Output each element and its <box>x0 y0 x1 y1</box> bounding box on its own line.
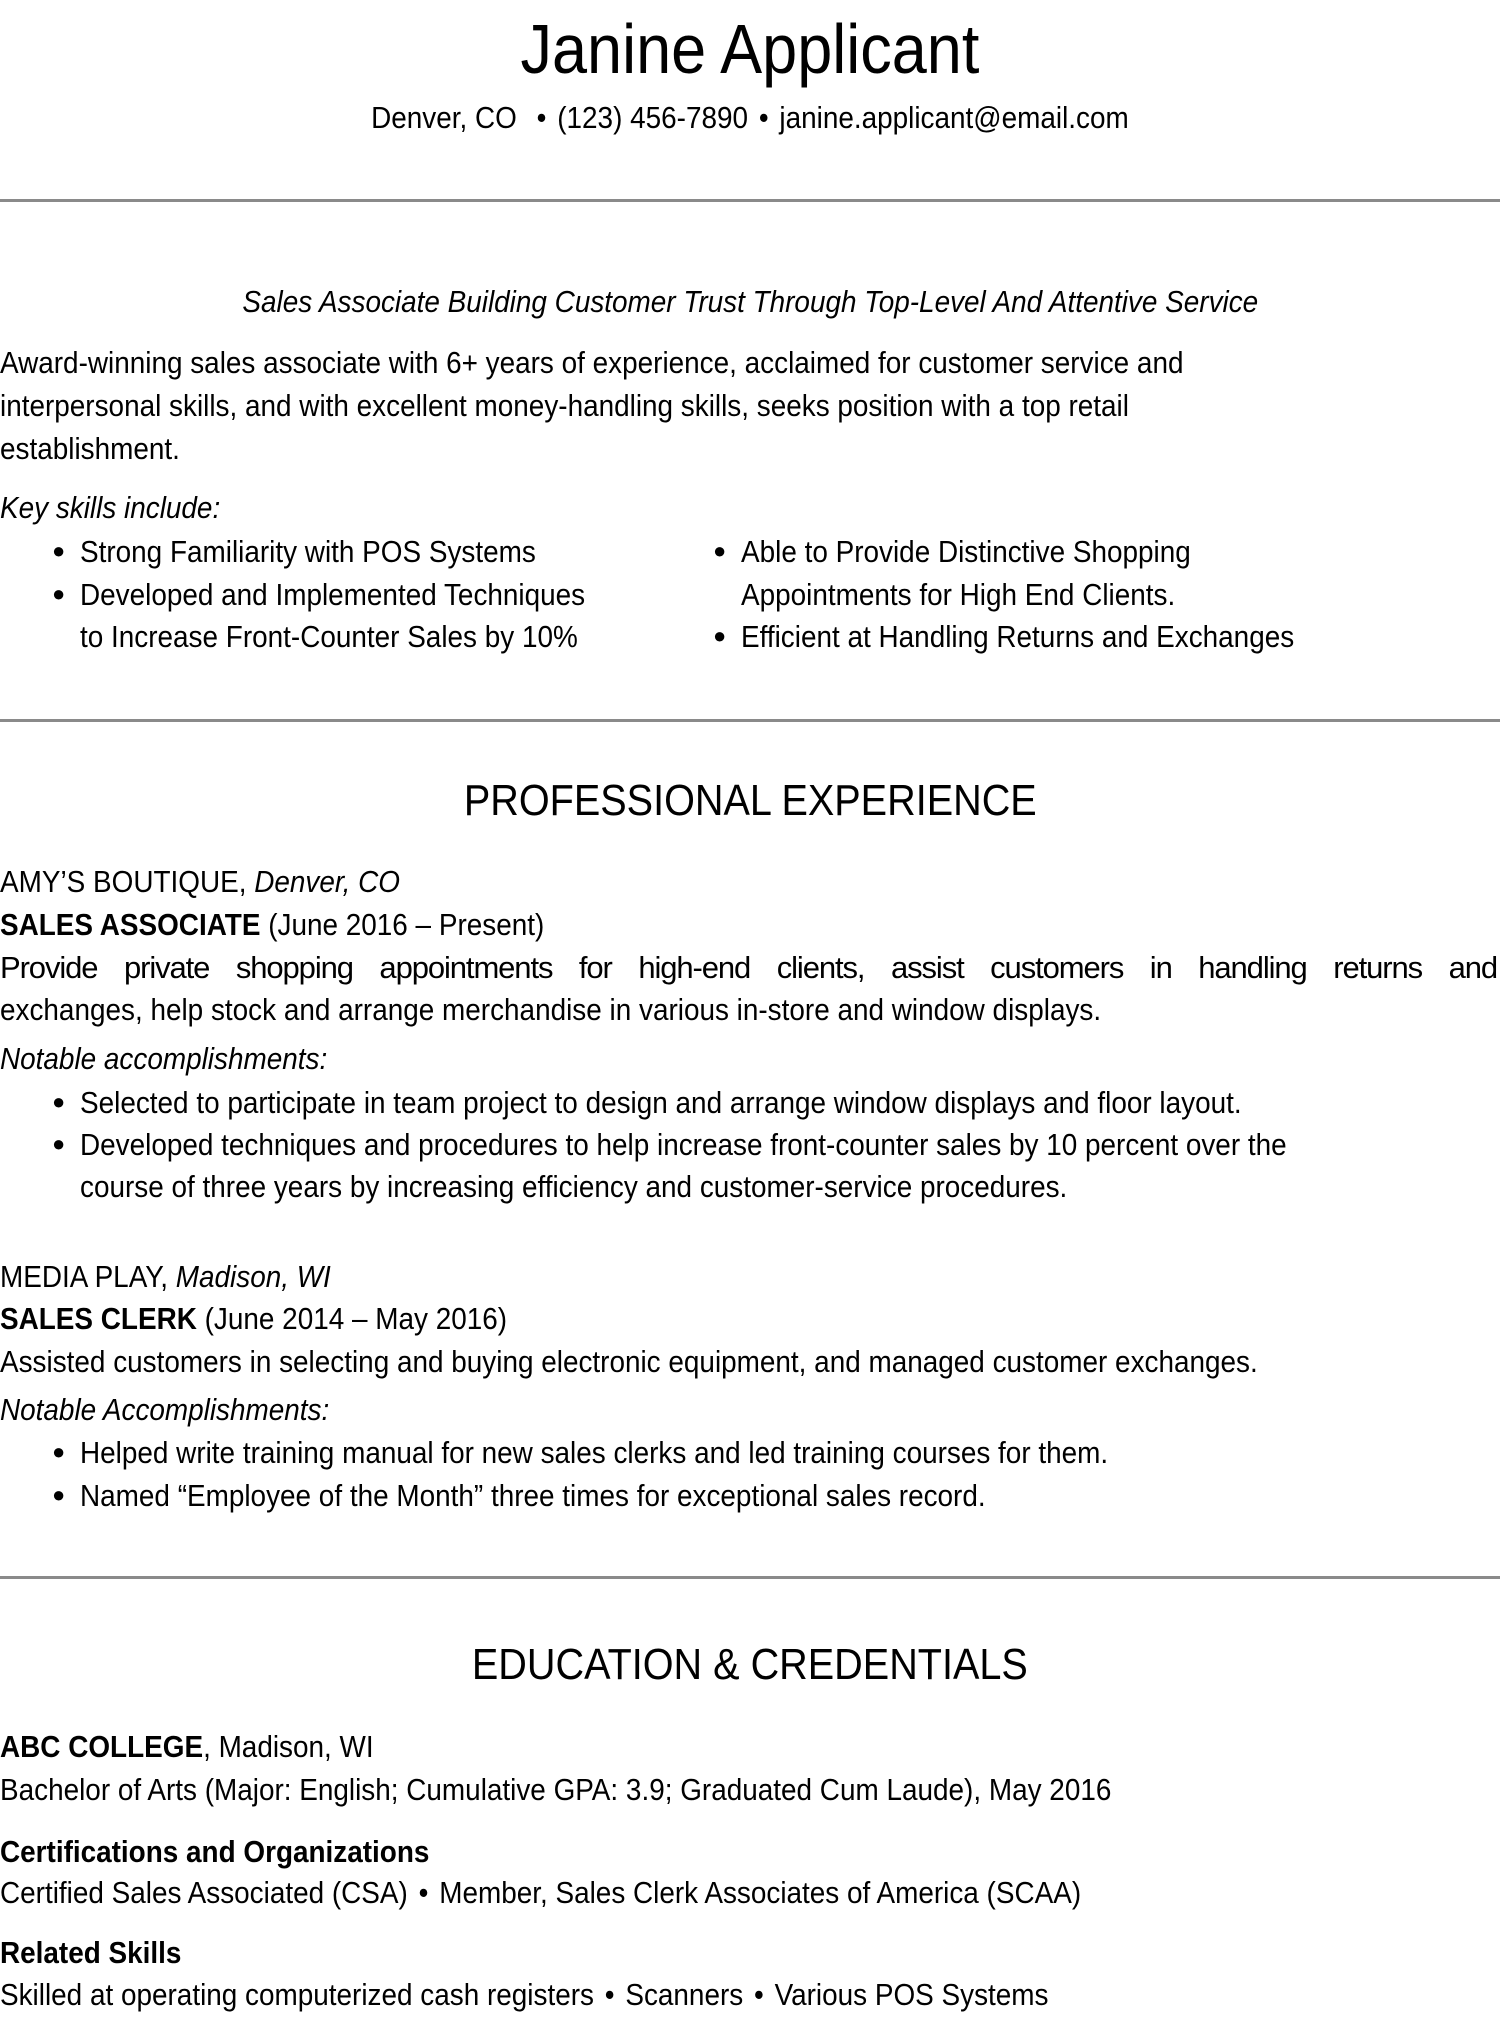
contact-phone: (123) 456-7890 <box>557 100 749 135</box>
job-description-line: exchanges, help stock and arrange merchandise in various in-store and window displays. <box>0 992 1102 1027</box>
contact-line <box>0 102 1500 133</box>
employer-location: Denver, CO <box>254 864 401 899</box>
certification-item: Member, Sales Clerk Associates of America (SCAA) <box>439 1875 1082 1910</box>
related-skill-item: Skilled at operating computerized cash registers <box>0 1977 594 2012</box>
accomplishment-item: Helped write training manual for new sales clerks and led training courses for them. <box>80 1435 1109 1470</box>
skill-item-cont: to Increase Front-Counter Sales by 10% <box>80 619 578 654</box>
accomplishments-label: Notable Accomplishments: <box>0 1392 330 1427</box>
bullet-icon: ● <box>52 1089 66 1114</box>
bullet-icon: ● <box>52 1131 66 1156</box>
separator-bullet: • <box>536 100 547 135</box>
skill-item: Strong Familiarity with POS Systems <box>80 534 536 569</box>
skill-item: Developed and Implemented Techniques <box>80 577 586 612</box>
job-dates: (June 2014 – May 2016) <box>204 1301 508 1336</box>
related-skills-line <box>0 1979 1165 2010</box>
related-skill-item: Various POS Systems <box>774 1977 1049 2012</box>
skill-item: Efficient at Handling Returns and Exchanges <box>741 619 1295 654</box>
job-title: SALES CLERK <box>0 1301 197 1336</box>
job-title: SALES ASSOCIATE <box>0 907 261 942</box>
skill-item: Able to Provide Distinctive Shopping <box>741 534 1191 569</box>
job-description-line: Provide private shopping appointments for high-end clients, assist customers in handling returns and <box>0 950 1497 985</box>
job-description-line: Assisted customers in selecting and buying electronic equipment, and managed customer exchanges. <box>0 1344 1258 1379</box>
bullet-icon: ● <box>52 538 66 563</box>
key-skills-label: Key skills include: <box>0 490 221 525</box>
accomplishment-item: Selected to participate in team project to design and arrange window displays and floor layout. <box>80 1085 1242 1120</box>
contact-email[interactable]: janine.applicant@email.com <box>779 100 1129 135</box>
separator-bullet: • <box>604 1977 615 2012</box>
school-name: ABC COLLEGE <box>0 1729 204 1764</box>
job-employer-line <box>0 866 444 897</box>
employer-name: AMY’S BOUTIQUE, <box>0 864 247 899</box>
summary-line: Award-winning sales associate with 6+ years of experience, acclaimed for customer service and <box>0 345 1184 380</box>
school-line <box>0 1731 415 1762</box>
school-location: , Madison, WI <box>203 1729 374 1764</box>
accomplishment-item: Developed techniques and procedures to help increase front-counter sales by 10 percent over the <box>80 1127 1287 1162</box>
skill-item-cont: Appointments for High End Clients. <box>741 577 1176 612</box>
job-title-line <box>0 909 605 940</box>
separator-bullet: • <box>754 1977 764 2012</box>
divider <box>0 1576 1500 1579</box>
employer-name: MEDIA PLAY, <box>0 1259 169 1294</box>
bullet-icon: ● <box>713 538 727 563</box>
separator-bullet: • <box>758 100 769 135</box>
divider <box>0 199 1500 202</box>
job-title-line <box>0 1303 563 1334</box>
name-text: Janine Applicant <box>520 10 980 88</box>
summary-line: establishment. <box>0 431 180 466</box>
certifications-line <box>0 1877 1201 1908</box>
bullet-icon: ● <box>713 623 727 648</box>
related-skills-heading: Related Skills <box>0 1935 182 1970</box>
employer-location: Madison, WI <box>175 1259 331 1294</box>
job-employer-line <box>0 1261 368 1292</box>
job-dates: (June 2016 – Present) <box>268 907 545 942</box>
section-heading-experience: PROFESSIONAL EXPERIENCE <box>463 776 1037 825</box>
divider <box>0 719 1500 722</box>
contact-location: Denver, CO <box>371 100 517 135</box>
accomplishments-label: Notable accomplishments: <box>0 1041 328 1076</box>
bullet-icon: ● <box>52 1482 66 1507</box>
summary-headline: Sales Associate Building Customer Trust Through Top-Level And Attentive Service <box>242 284 1258 319</box>
resume-name <box>0 10 1500 88</box>
degree-line: Bachelor of Arts (Major: English; Cumulative GPA: 3.9; Graduated Cum Laude), May 2016 <box>0 1772 1112 1807</box>
bullet-icon: ● <box>52 1439 66 1464</box>
accomplishment-item: Named “Employee of the Month” three times for exceptional sales record. <box>80 1478 986 1513</box>
certifications-heading: Certifications and Organizations <box>0 1834 430 1869</box>
separator-bullet: • <box>418 1875 429 1910</box>
section-heading-education: EDUCATION & CREDENTIALS <box>472 1640 1028 1689</box>
summary-line: interpersonal skills, and with excellent money-handling skills, seeks position with a top retail <box>0 388 1129 423</box>
accomplishment-item-cont: course of three years by increasing efficiency and customer-service procedures. <box>80 1169 1068 1204</box>
related-skill-item: Scanners <box>625 1977 744 2012</box>
bullet-icon: ● <box>52 581 66 606</box>
certification-item: Certified Sales Associated (CSA) <box>0 1875 408 1910</box>
